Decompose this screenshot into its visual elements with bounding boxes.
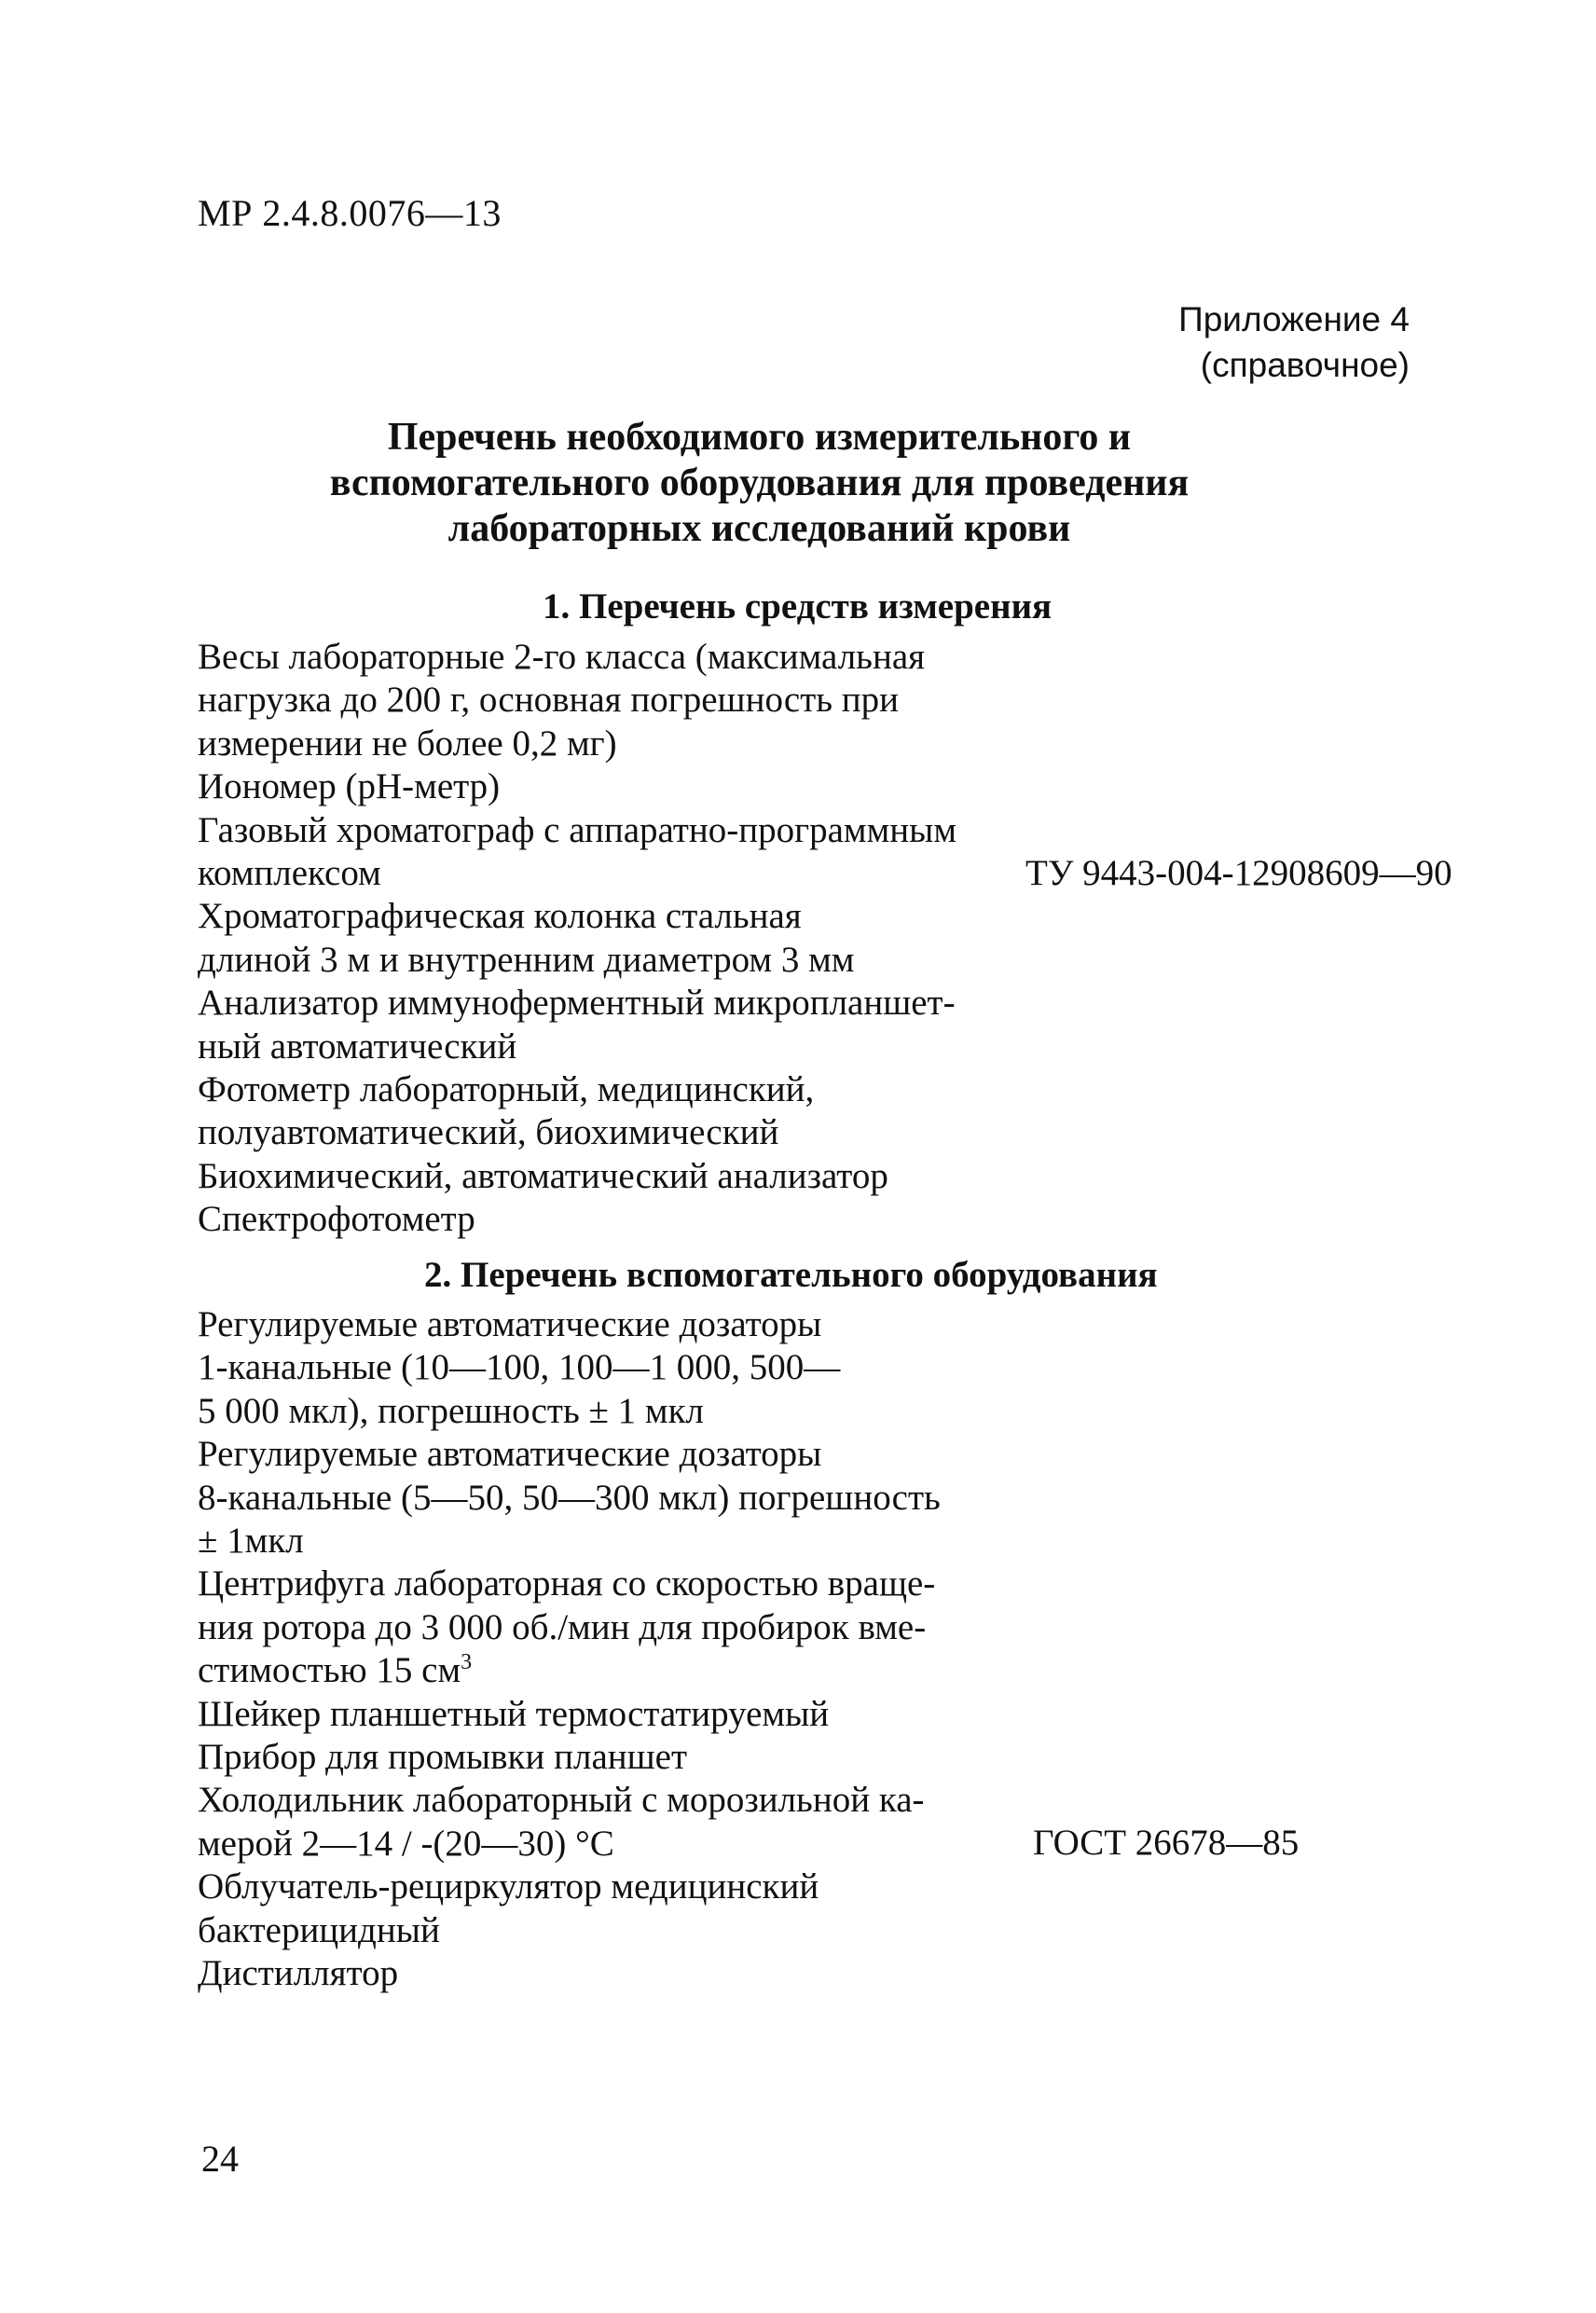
list-item	[198, 1779, 1300, 1866]
list-item	[198, 1433, 941, 1563]
list-item	[198, 1866, 941, 1952]
appendix-label	[1178, 296, 1410, 388]
section-1-heading: 1. Перечень средств измерения	[543, 586, 1053, 626]
item-line: Прибор для промывки планшет	[198, 1737, 688, 1778]
list-item	[198, 895, 956, 982]
item-line: ± 1мкл	[198, 1521, 304, 1562]
item-line: Центрифуга лабораторная со скоростью враще-	[198, 1563, 936, 1604]
item-line: 8-канальные (5—50, 50—300 мкл) погрешность	[198, 1477, 941, 1518]
page-number: 24	[201, 2138, 239, 2180]
item-line: ния ротора до 3 000 об./мин для пробирок вме-	[198, 1606, 927, 1647]
auxiliary-equipment-list	[198, 1303, 1300, 1996]
list-item	[198, 1198, 956, 1241]
list-item	[198, 1952, 941, 1995]
item-line: Биохимический, автоматический анализатор	[198, 1155, 888, 1196]
appendix-type: (справочное)	[1200, 346, 1410, 384]
item-line: мерой 2—14 / -(20—30) °С	[198, 1823, 614, 1864]
item-line: Холодильник лабораторный с морозильной ка-	[198, 1780, 925, 1821]
item-line: Анализатор иммуноферментный микропланшет-	[198, 983, 956, 1024]
list-item	[198, 765, 956, 808]
item-line: измерении не более 0,2 мг)	[198, 723, 617, 764]
list-item	[198, 1303, 941, 1433]
list-item	[198, 636, 956, 765]
section-2-heading: 2. Перечень вспомогательного оборудования	[424, 1255, 1158, 1295]
title-line: вспомогательного оборудования для проведения	[329, 461, 1190, 504]
item-line: Фотометр лабораторный, медицинский,	[198, 1069, 815, 1110]
item-line: полуавтоматический, биохимический	[198, 1112, 779, 1153]
appendix-number: Приложение 4	[1178, 300, 1410, 338]
item-line: Спектрофотометр	[198, 1199, 475, 1240]
list-item	[198, 1155, 956, 1198]
item-line: длиной 3 м и внутренним диаметром 3 мм	[198, 939, 855, 980]
document-title	[198, 415, 1596, 552]
item-standard-reference: ГОСТ 26678—85	[1033, 1823, 1300, 1864]
list-item	[198, 1068, 956, 1155]
item-line: бактерицидный	[198, 1909, 440, 1950]
list-item	[198, 1693, 941, 1736]
measurement-instruments-list	[198, 636, 1452, 1242]
superscript-cube: 3	[461, 1650, 473, 1675]
item-line: Иономер (pH-метр)	[198, 766, 501, 807]
item-line-text: стимостью 15 см	[198, 1650, 461, 1691]
list-item	[198, 809, 1452, 896]
list-item	[198, 1563, 941, 1692]
item-line: Регулируемые автоматические дозаторы	[198, 1304, 822, 1344]
item-standard-reference: ТУ 9443-004-12908609—90	[1025, 852, 1452, 893]
item-line: нагрузка до 200 г, основная погрешность при	[198, 680, 900, 721]
item-line: Шейкер планшетный термостатируемый	[198, 1693, 830, 1734]
item-line: 5 000 мкл), погрешность ± 1 мкл	[198, 1390, 705, 1431]
title-line: Перечень необходимого измерительного и	[387, 416, 1132, 459]
item-line: комплексом	[198, 853, 381, 894]
list-item	[198, 1736, 941, 1779]
document-code: МР 2.4.8.0076—13	[198, 192, 502, 234]
item-line: Дистиллятор	[198, 1953, 399, 1994]
item-line: Хроматографическая колонка стальная	[198, 896, 802, 937]
item-line: Весы лабораторные 2-го класса (максимальная	[198, 637, 926, 677]
list-item	[198, 982, 956, 1068]
item-line: 1-канальные (10—100, 100—1 000, 500—	[198, 1347, 841, 1388]
item-line: Облучатель-рециркулятор медицинский	[198, 1866, 819, 1907]
item-line: Газовый хроматограф с аппаратно-программным	[198, 809, 957, 850]
item-line	[198, 1649, 941, 1692]
item-line: Регулируемые автоматические дозаторы	[198, 1434, 822, 1475]
title-line: лабораторных исследований крови	[447, 507, 1071, 550]
item-line: ный автоматический	[198, 1026, 517, 1067]
